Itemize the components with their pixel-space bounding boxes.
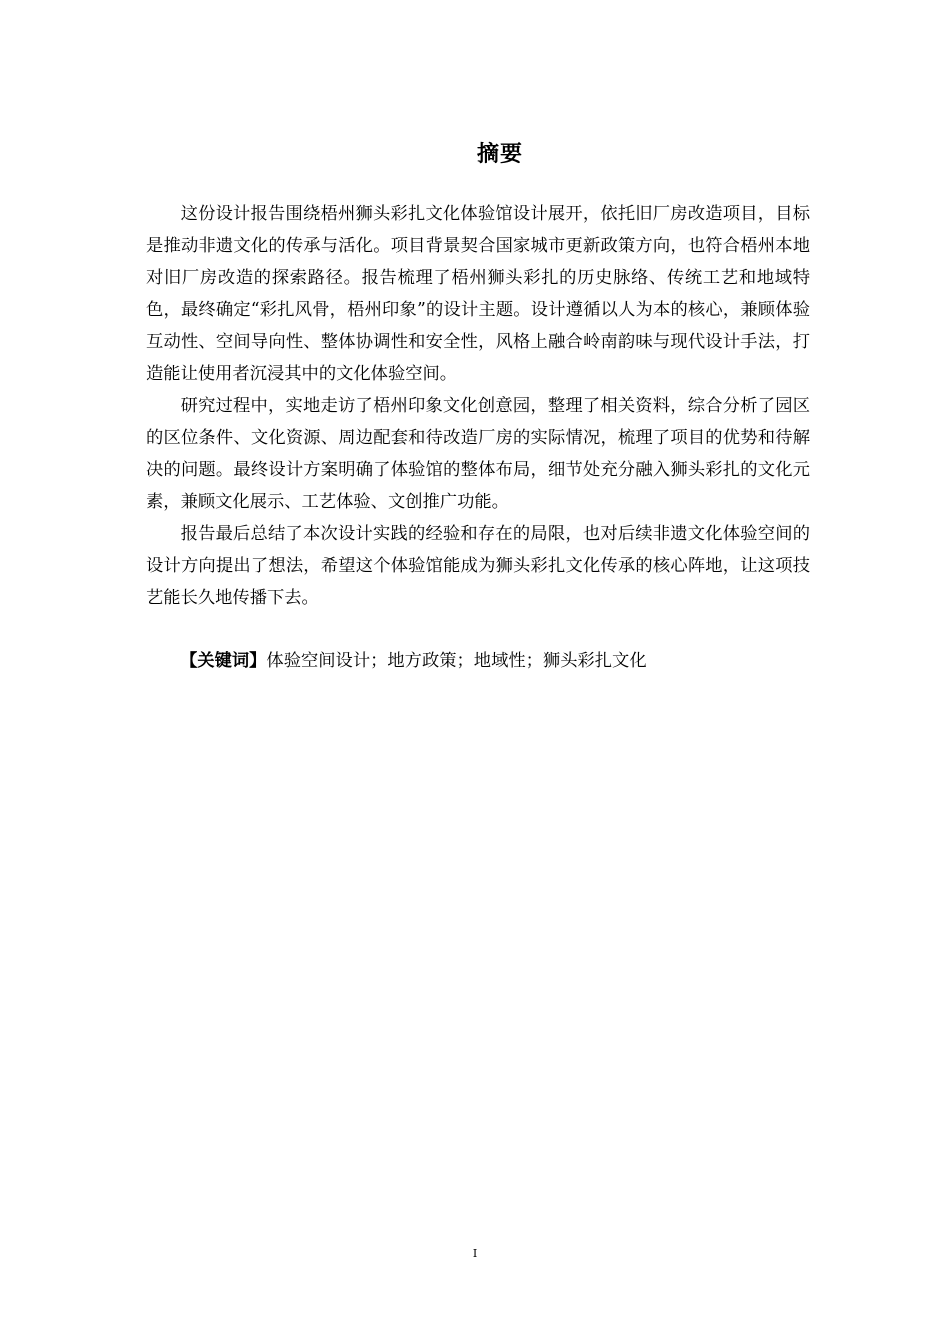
abstract-body bbox=[146, 198, 810, 614]
abstract-title: 摘要 bbox=[476, 142, 523, 167]
keywords-label: 【关键词】 bbox=[180, 651, 267, 671]
keywords-text: 体验空间设计；地方政策；地域性；狮头彩扎文化 bbox=[266, 651, 647, 671]
page-number: I bbox=[472, 1247, 478, 1260]
keywords-line bbox=[180, 645, 810, 677]
abstract-paragraph-2: 研究过程中，实地走访了梧州印象文化创意园，整理了相关资料，综合分析了园区的区位条件、文化资源、周边配套和待改造厂房的实际情况，梳理了项目的优势和待解决的问题。最终设计方案明确了体验馆的整体布局，细节处充分融入狮头彩扎的文化元素，兼顾文化展示、工艺体验、文创推广功能。 bbox=[146, 396, 810, 512]
abstract-paragraph-1: 这份设计报告围绕梧州狮头彩扎文化体验馆设计展开，依托旧厂房改造项目，目标是推动非遗文化的传承与活化。项目背景契合国家城市更新政策方向，也符合梧州本地对旧厂房改造的探索路径。报告梳理了梧州狮头彩扎的历史脉络、传统工艺和地域特色，最终确定“彩扎风骨，梧州印象”的设计主题。设计遵循以人为本的核心，兼顾体验互动性、空间导向性、整体协调性和安全性，风格上融合岭南韵味与现代设计手法，打造能让使用者沉浸其中的文化体验空间。 bbox=[146, 204, 810, 384]
abstract-paragraph-3: 报告最后总结了本次设计实践的经验和存在的局限，也对后续非遗文化体验空间的设计方向提出了想法，希望这个体验馆能成为狮头彩扎文化传承的核心阵地，让这项技艺能长久地传播下去。 bbox=[146, 524, 810, 608]
